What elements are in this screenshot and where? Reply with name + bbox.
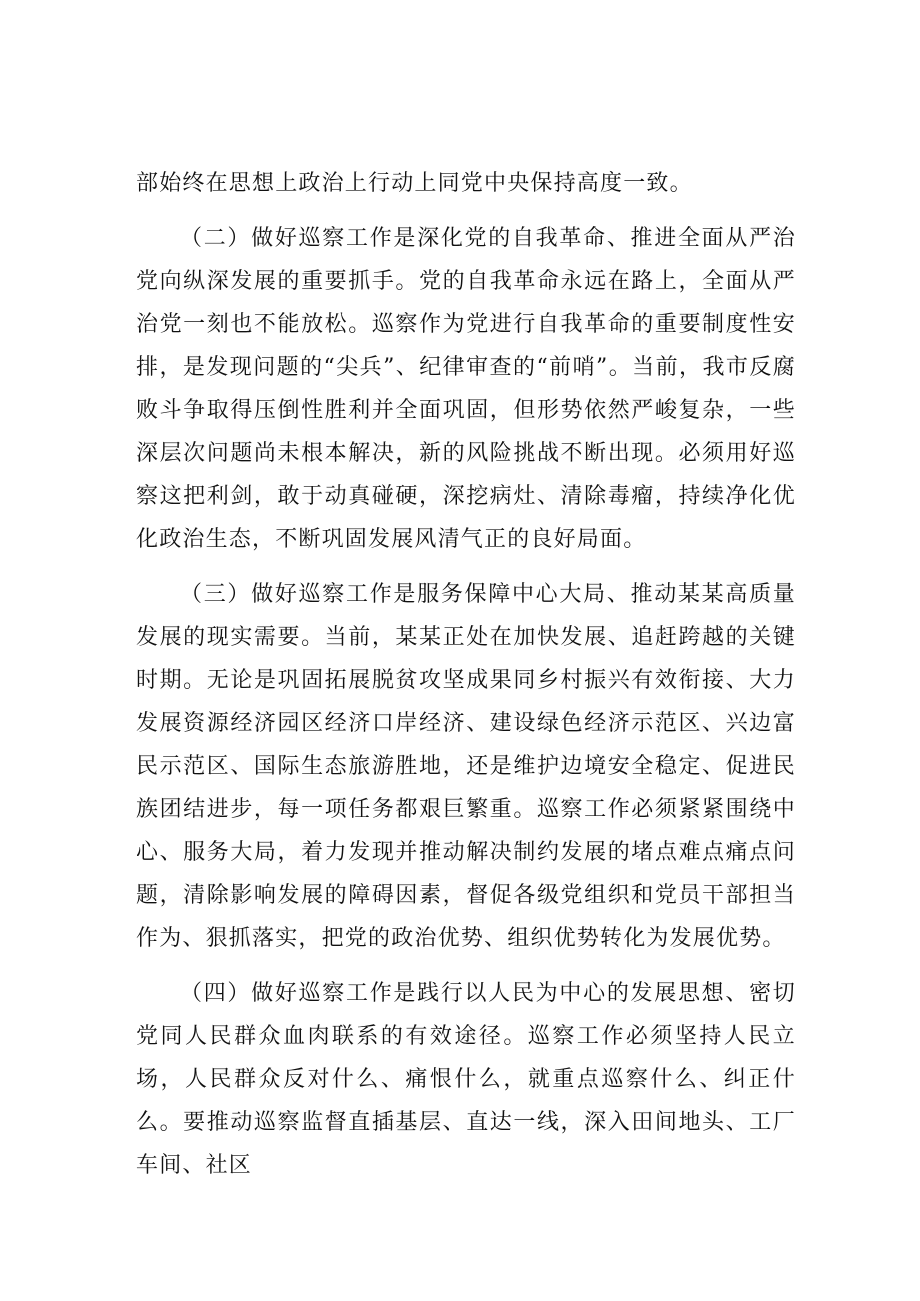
paragraph-section-2: （二）做好巡察工作是深化党的自我革命、推进全面从严治党向纵深发展的重要抓手。党的自我革命永远在路上，全面从严治党一刻也不能放松。巡察作为党进行自我革命的重要制度性安排，是发现问题的“尖兵”、纪律审查的“前哨”。当前，我市反腐败斗争取得压倒性胜利并全面巩固，但形势依然严峻复杂，一些深层次问题尚未根本解决，新的风险挑战不断出现。必须用好巡察这把利剑，敢于动真碰硬，深挖病灶、清除毒瘤，持续净化优化政治生态，不断巩固发展风清气正的良好局面。	[136, 226, 796, 552]
document-body	[136, 162, 796, 1199]
paragraph-continuation: 部始终在思想上政治上行动上同党中央保持高度一致。	[136, 171, 693, 196]
paragraph-section-3: （三）做好巡察工作是服务保障中心大局、推动某某高质量发展的现实需要。当前，某某正处在加快发展、追赶跨越的关键时期。无论是巩固拓展脱贫攻坚成果同乡村振兴有效衔接、大力发展资源经济园区经济口岸经济、建设绿色经济示范区、兴边富民示范区、国际生态旅游胜地，还是维护边境安全稳定、促进民族团结进步，每一项任务都艰巨繁重。巡察工作必须紧紧围绕中心、服务大局，着力发现并推动解决制约发展的堵点难点痛点问题，清除影响发展的障碍因素，督促各级党组织和党员干部担当作为、狠抓落实，把党的政治优势、组织优势转化为发展优势。	[136, 582, 796, 951]
paragraph-section-4: （四）做好巡察工作是践行以人民为中心的发展思想、密切党同人民群众血肉联系的有效途径。巡察工作必须坚持人民立场，人民群众反对什么、痛恨什么，就重点巡察什么、纠正什么。要推动巡察监督直插基层、直达一线，深入田间地头、工厂车间、社区	[136, 981, 796, 1178]
